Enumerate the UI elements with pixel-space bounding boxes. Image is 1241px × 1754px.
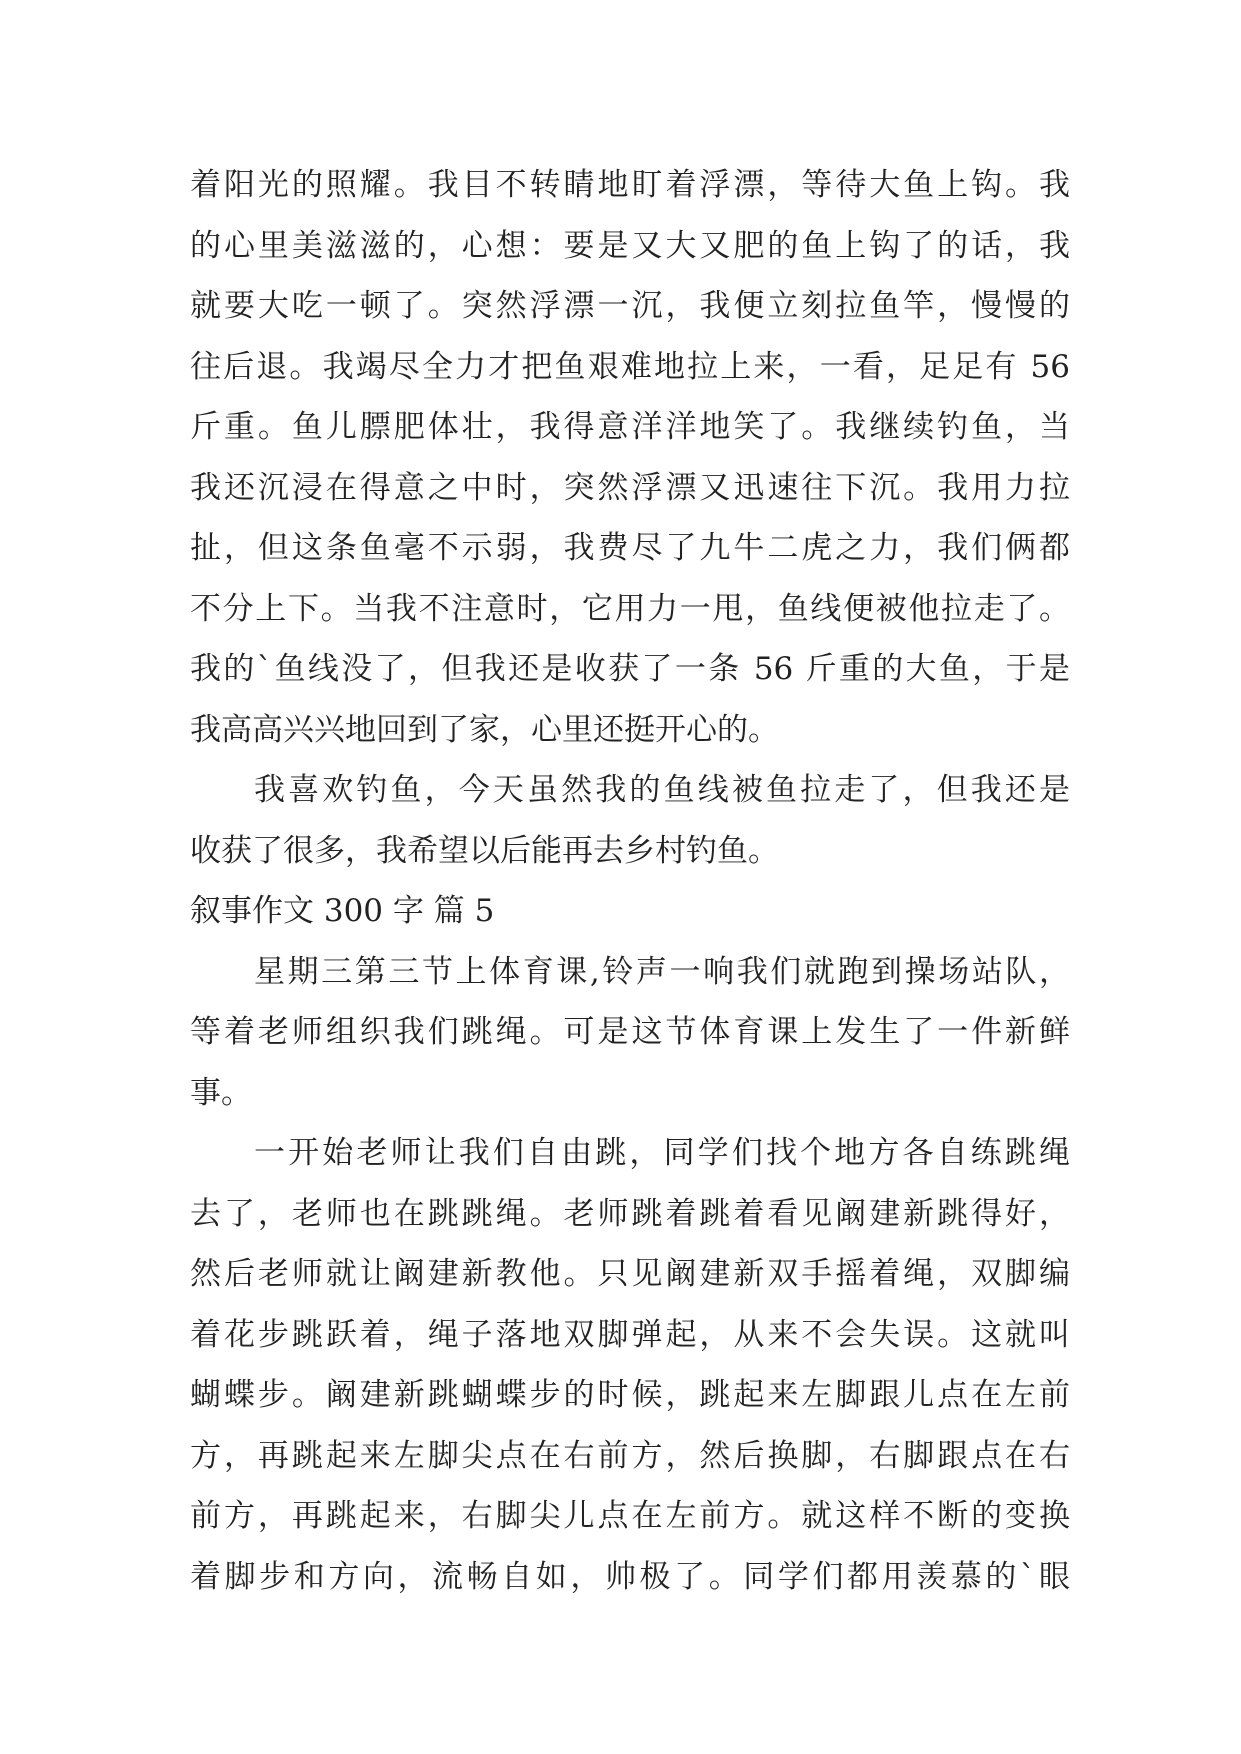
text-line: 的心里美滋滋的，心想：要是又大又肥的鱼上钩了的话，我	[190, 227, 1070, 264]
text-line: 事。	[190, 1074, 252, 1111]
text-line: 等着老师组织我们跳绳。可是这节体育课上发生了一件新鲜	[190, 1014, 1070, 1050]
section-heading: 叙事作文 300 字 篇 5	[190, 893, 495, 929]
text-line: 斤重。鱼儿膘肥体壮，我得意洋洋地笑了。我继续钓鱼，当	[190, 409, 1070, 445]
paragraph-first-line: 星期三第三节上体育课,铃声一响我们就跑到操场站队，	[254, 953, 1070, 990]
text-line: 不分上下。当我不注意时，它用力一甩，鱼线便被他拉走了。	[190, 590, 1070, 627]
text-line: 着花步跳跃着，绳子落地双脚弹起，从来不会失误。这就叫	[190, 1316, 1070, 1353]
text-line: 收获了很多，我希望以后能再去乡村钓鱼。	[190, 832, 779, 869]
text-line: 我还沉浸在得意之中时，突然浮漂又迅速往下沉。我用力拉	[190, 469, 1070, 506]
paragraph-first-line: 一开始老师让我们自由跳，同学们找个地方各自练跳绳	[254, 1135, 1070, 1171]
text-line: 往后退。我竭尽全力才把鱼艰难地拉上来，一看，足足有 56	[190, 348, 1070, 385]
text-line: 前方，再跳起来，右脚尖儿点在左前方。就这样不断的变换	[190, 1498, 1070, 1534]
text-line: 我的`鱼线没了，但我还是收获了一条 56 斤重的大鱼，于是	[190, 651, 1070, 687]
text-line: 就要大吃一顿了。突然浮漂一沉，我便立刻拉鱼竿，慢慢的	[190, 288, 1070, 324]
text-line: 然后老师就让阚建新教他。只见阚建新双手摇着绳，双脚编	[190, 1256, 1070, 1292]
text-line: 我高高兴兴地回到了家，心里还挺开心的。	[190, 711, 779, 748]
document-body	[190, 155, 1070, 1607]
text-line: 去了，老师也在跳跳绳。老师跳着跳着看见阚建新跳得好，	[190, 1195, 1070, 1232]
text-line: 着脚步和方向，流畅自如，帅极了。同学们都用羡慕的`眼	[190, 1558, 1070, 1595]
text-line: 蝴蝶步。阚建新跳蝴蝶步的时候，跳起来左脚跟儿点在左前	[190, 1377, 1070, 1413]
text-line: 方，再跳起来左脚尖点在右前方，然后换脚，右脚跟点在右	[190, 1437, 1070, 1474]
text-line: 扯，但这条鱼毫不示弱，我费尽了九牛二虎之力，我们俩都	[190, 530, 1070, 566]
paragraph-first-line: 我喜欢钓鱼，今天虽然我的鱼线被鱼拉走了，但我还是	[254, 772, 1070, 808]
text-line: 着阳光的照耀。我目不转睛地盯着浮漂，等待大鱼上钩。我	[190, 167, 1070, 203]
